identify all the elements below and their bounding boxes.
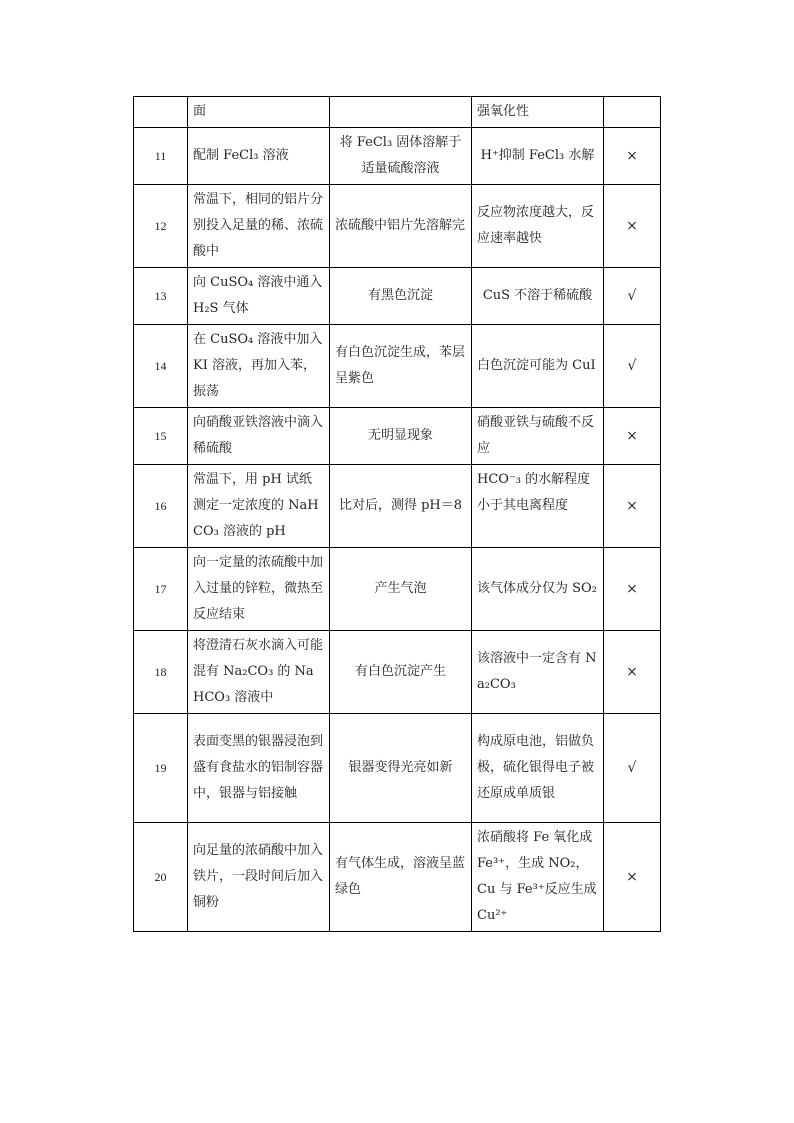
table-row	[134, 631, 661, 714]
judgement-mark: √	[604, 714, 661, 823]
row-number: 14	[134, 325, 188, 408]
table-row	[134, 465, 661, 548]
judgement-mark: ×	[604, 408, 661, 465]
judgement-mark: ×	[604, 465, 661, 548]
table-row	[134, 268, 661, 325]
table-row	[134, 823, 661, 932]
judgement-mark: √	[604, 325, 661, 408]
table-row	[134, 128, 661, 185]
phenomenon-cell	[330, 97, 472, 128]
row-number	[134, 97, 188, 128]
operation-cell: 向足量的浓硝酸中加入铁片，一段时间后加入铜粉	[188, 823, 330, 932]
table-row	[134, 548, 661, 631]
conclusion-cell: 强氧化性	[472, 97, 604, 128]
row-number: 13	[134, 268, 188, 325]
table-row	[134, 714, 661, 823]
phenomenon-cell: 浓硫酸中铝片先溶解完	[330, 185, 472, 268]
conclusion-cell: H⁺抑制 FeCl₃ 水解	[472, 128, 604, 185]
operation-cell: 常温下，相同的铝片分别投入足量的稀、浓硫酸中	[188, 185, 330, 268]
operation-cell: 向硝酸亚铁溶液中滴入稀硫酸	[188, 408, 330, 465]
judgement-mark: ×	[604, 185, 661, 268]
conclusion-cell: 该气体成分仅为 SO₂	[472, 548, 604, 631]
conclusion-cell: 该溶液中一定含有 Na₂CO₃	[472, 631, 604, 714]
conclusion-cell: 构成原电池，铝做负极，硫化银得电子被还原成单质银	[472, 714, 604, 823]
row-number: 11	[134, 128, 188, 185]
operation-cell: 面	[188, 97, 330, 128]
conclusion-cell: 白色沉淀可能为 CuI	[472, 325, 604, 408]
judgement-mark	[604, 97, 661, 128]
phenomenon-cell: 有白色沉淀产生	[330, 631, 472, 714]
conclusion-cell: 反应物浓度越大，反应速率越快	[472, 185, 604, 268]
table-row	[134, 325, 661, 408]
operation-cell: 将澄清石灰水滴入可能混有 Na₂CO₃ 的 NaHCO₃ 溶液中	[188, 631, 330, 714]
conclusion-cell: 硝酸亚铁与硫酸不反应	[472, 408, 604, 465]
conclusion-cell: CuS 不溶于稀硫酸	[472, 268, 604, 325]
row-number: 15	[134, 408, 188, 465]
conclusion-cell: HCO⁻₃ 的水解程度小于其电离程度	[472, 465, 604, 548]
phenomenon-cell: 无明显现象	[330, 408, 472, 465]
phenomenon-cell: 比对后，测得 pH＝8	[330, 465, 472, 548]
operation-cell: 向一定量的浓硫酸中加入过量的锌粒，微热至反应结束	[188, 548, 330, 631]
table-row	[134, 185, 661, 268]
phenomenon-cell: 有气体生成，溶液呈蓝绿色	[330, 823, 472, 932]
table-row	[134, 97, 661, 128]
table-row	[134, 408, 661, 465]
judgement-mark: √	[604, 268, 661, 325]
judgement-mark: ×	[604, 823, 661, 932]
conclusion-cell: 浓硝酸将 Fe 氧化成 Fe³⁺，生成 NO₂，Cu 与 Fe³⁺反应生成 Cu²⁺	[472, 823, 604, 932]
operation-cell: 配制 FeCl₃ 溶液	[188, 128, 330, 185]
phenomenon-cell: 有白色沉淀生成，苯层呈紫色	[330, 325, 472, 408]
operation-cell: 表面变黑的银器浸泡到盛有食盐水的铝制容器中，银器与铝接触	[188, 714, 330, 823]
row-number: 17	[134, 548, 188, 631]
experiment-table	[133, 96, 661, 932]
operation-cell: 在 CuSO₄ 溶液中加入 KI 溶液，再加入苯，振荡	[188, 325, 330, 408]
judgement-mark: ×	[604, 631, 661, 714]
judgement-mark: ×	[604, 128, 661, 185]
row-number: 16	[134, 465, 188, 548]
row-number: 12	[134, 185, 188, 268]
phenomenon-cell: 银器变得光亮如新	[330, 714, 472, 823]
operation-cell: 向 CuSO₄ 溶液中通入 H₂S 气体	[188, 268, 330, 325]
row-number: 19	[134, 714, 188, 823]
judgement-mark: ×	[604, 548, 661, 631]
phenomenon-cell: 将 FeCl₃ 固体溶解于适量硫酸溶液	[330, 128, 472, 185]
row-number: 18	[134, 631, 188, 714]
phenomenon-cell: 产生气泡	[330, 548, 472, 631]
row-number: 20	[134, 823, 188, 932]
operation-cell: 常温下，用 pH 试纸测定一定浓度的 NaHCO₃ 溶液的 pH	[188, 465, 330, 548]
phenomenon-cell: 有黑色沉淀	[330, 268, 472, 325]
